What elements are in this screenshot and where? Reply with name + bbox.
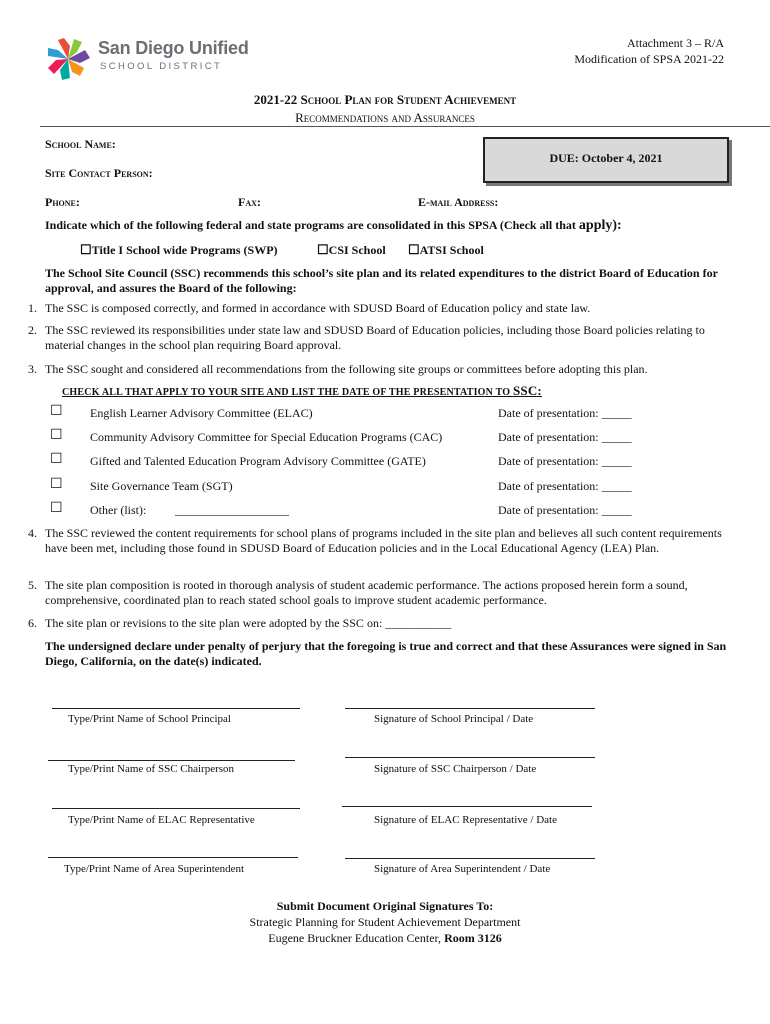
committee-checkbox-icon[interactable]: ☐ [50, 501, 63, 516]
committee-date: Date of presentation: _____ [498, 479, 632, 493]
item-number: 4. [28, 526, 37, 540]
principal-name-line[interactable] [52, 708, 300, 709]
item-text: The SSC sought and considered all recommendations from the following site groups or committees before adopting this plan. [45, 362, 648, 376]
signature-label: Signature of School Principal / Date [374, 713, 534, 725]
committee-checkbox-icon[interactable]: ☐ [50, 428, 63, 443]
signature-label: Type/Print Name of Area Superintendent [64, 863, 245, 875]
fax-label: Fax: [238, 195, 261, 209]
signature-label: Signature of Area Superintendent / Date [374, 863, 551, 875]
district-logo-icon [44, 36, 92, 82]
item-number: 5. [28, 578, 37, 592]
checkbox-icon[interactable]: ☐ [408, 242, 420, 257]
committee-label: Gifted and Talented Education Program Advisory Committee (GATE) [90, 454, 426, 468]
committee-date: Date of presentation: _____ [498, 430, 632, 444]
program-option-swp[interactable] [80, 242, 278, 258]
committee-date: Date of presentation: _____ [498, 503, 632, 517]
due-date-box [483, 137, 729, 183]
document-subtitle: Recommendations and Assurances [295, 110, 475, 125]
program-option-label: ATSI School [419, 243, 484, 257]
committee-label: Site Governance Team (SGT) [90, 479, 233, 493]
email-label: E-mail Address: [418, 195, 499, 209]
submit-room: Room 3126 [444, 931, 502, 945]
title-divider [40, 126, 770, 127]
programs-prompt-tail: apply): [578, 218, 622, 233]
signature-label: Type/Print Name of ELAC Representative [68, 814, 255, 826]
program-option-atsi[interactable] [408, 242, 484, 258]
district-logo-name: San Diego Unified [98, 38, 249, 58]
due-date-text: DUE: October 4, 2021 [549, 151, 663, 165]
ssc-intro: The School Site Council (SSC) recommends this school’s site plan and its related expenditures to the district Board of Education for approval, and assures the Board of the following: [45, 266, 718, 295]
signature-label: Signature of ELAC Representative / Date [374, 814, 557, 826]
signature-label: Type/Print Name of SSC Chairperson [68, 763, 235, 775]
area-superintendent-signature-line[interactable] [345, 858, 595, 859]
elac-signature-line[interactable] [342, 806, 592, 807]
ssc-chair-signature-line[interactable] [345, 757, 595, 758]
committee-date: Date of presentation: _____ [498, 406, 632, 420]
checkbox-icon[interactable]: ☐ [80, 242, 92, 257]
programs-prompt-main: Indicate which of the following federal and state programs are consolidated in this SPSA (Check all that [45, 218, 579, 232]
submit-heading: Submit Document Original Signatures To: [276, 899, 494, 913]
item-number: 3. [28, 362, 37, 376]
attachment-line-2: Modification of SPSA 2021-22 [574, 52, 724, 66]
program-option-label: CSI School [328, 243, 386, 257]
principal-signature-line[interactable] [345, 708, 595, 709]
item-number: 1. [28, 301, 37, 315]
perjury-declaration: The undersigned declare under penalty of perjury that the foregoing is true and correct and that these Assurances were signed in San Diego, California, on the date(s) indicated. [45, 639, 727, 668]
area-superintendent-name-line[interactable] [48, 857, 298, 858]
district-logo-subtitle: SCHOOL DISTRICT [100, 61, 223, 72]
item-text: The site plan composition is rooted in thorough analysis of student academic performance. The actions proposed herein form a sound, comprehensive, coordinated plan to reach stated school goals to improve student academic performance. [45, 578, 688, 607]
submit-location [0, 930, 770, 946]
item-number: 2. [28, 323, 37, 337]
committee-checkbox-icon[interactable]: ☐ [50, 477, 63, 492]
attachment-label [574, 35, 724, 67]
submit-building: Eugene Bruckner Education Center, [268, 931, 445, 945]
committee-label: Other (list): [90, 503, 147, 517]
signature-label: Type/Print Name of School Principal [68, 713, 231, 725]
committees-header [62, 383, 542, 399]
ssc-chair-name-line[interactable] [48, 760, 295, 761]
phone-label: Phone: [45, 195, 80, 209]
item-text: The SSC reviewed its responsibilities under state law and SDUSD Board of Education policies, including those Board policies relating to material changes in the school plan requiring Board approval. [45, 323, 705, 352]
document-title: 2021-22 School Plan for Student Achievement [253, 92, 517, 107]
elac-name-line[interactable] [52, 808, 300, 809]
attachment-line-1: Attachment 3 – R/A [627, 36, 724, 50]
committees-header-main: CHECK ALL THAT APPLY TO YOUR SITE AND LIST THE DATE OF THE PRESENTATION TO [62, 387, 513, 398]
committee-label: English Learner Advisory Committee (ELAC) [90, 406, 313, 420]
programs-prompt [45, 218, 622, 234]
item-number: 6. [28, 616, 37, 630]
program-option-label: Title I School wide Programs (SWP) [91, 243, 278, 257]
item-text: The SSC is composed correctly, and formed in accordance with SDUSD Board of Education policy and state law. [45, 301, 591, 315]
signature-label: Signature of SSC Chairperson / Date [374, 763, 537, 775]
committees-header-tail: SSC: [512, 383, 542, 398]
item-text: The SSC reviewed the content requirements for school plans of programs included in the site plan and believes all such content requirements have been met, including those found in SDUSD Board of Education policies and in the Local Educational Agency (LEA) Plan. [45, 526, 722, 555]
program-option-csi[interactable] [317, 242, 386, 258]
committee-date: Date of presentation: _____ [498, 454, 632, 468]
item-text: The site plan or revisions to the site plan were adopted by the SSC on: ___________ [45, 616, 452, 630]
committee-checkbox-icon[interactable]: ☐ [50, 404, 63, 419]
other-list-field[interactable]: ___________________ [175, 503, 289, 517]
checkbox-icon[interactable]: ☐ [317, 242, 329, 257]
submit-department: Strategic Planning for Student Achievement Department [249, 915, 521, 929]
committee-checkbox-icon[interactable]: ☐ [50, 452, 63, 467]
committee-label: Community Advisory Committee for Special Education Programs (CAC) [90, 430, 443, 444]
school-name-label: School Name: [45, 137, 116, 151]
site-contact-label: Site Contact Person: [45, 166, 153, 180]
